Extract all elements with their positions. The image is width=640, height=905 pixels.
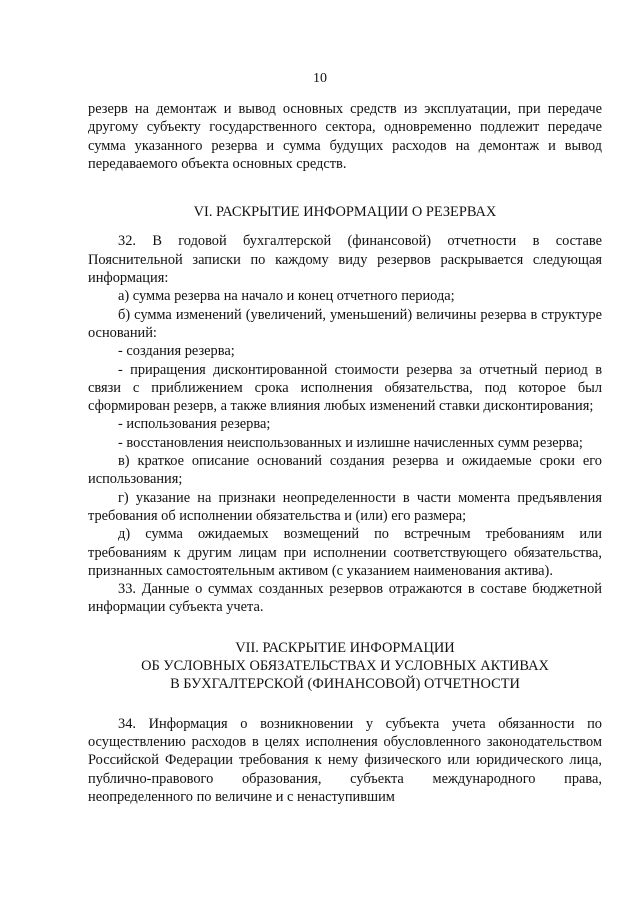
section-7-heading-line-1: VII. РАСКРЫТИЕ ИНФОРМАЦИИ — [235, 639, 455, 656]
list-item-g: г) указание на признаки неопределенности в части момента предъявления требования об исполнении обязательства и (или) его размера; — [88, 489, 602, 524]
paragraph-32: 32. В годовой бухгалтерской (финансовой) отчетности в составе Пояснительной записки по каждому виду резервов раскрывается следующая информация: — [88, 233, 602, 287]
list-subitem-usage: - использования резерва; — [118, 416, 271, 433]
list-item-d: д) сумма ожидаемых возмещений по встречным требованиям или требованиям к другим лицам при исполнении соответствующего обязательства, признанных самостоятельным активом (с указанием наименования актива). — [88, 526, 602, 579]
list-subitem-restoration: - восстановления неиспользованных и излишне начисленных сумм резерва; — [118, 434, 583, 451]
section-7-heading — [88, 639, 602, 694]
list-item-v: в) краткое описание оснований создания резерва и ожидаемые сроки его использования; — [88, 453, 602, 488]
section-6-heading: VI. РАСКРЫТИЕ ИНФОРМАЦИИ О РЕЗЕРВАХ — [193, 204, 497, 221]
list-subitem-increment: - приращения дисконтированной стоимости резерва за отчетный период в связи с приближением срока исполнения обязательства, под которое был сформирован резерв, а также влияния любых изменений ставки дисконтирования; — [88, 361, 602, 415]
list-subitem-creation: - создания резерва; — [118, 343, 235, 360]
section-7-heading-line-3: В БУХГАЛТЕРСКОЙ (ФИНАНСОВОЙ) ОТЧЕТНОСТИ — [170, 676, 520, 693]
list-item-a: а) сумма резерва на начало и конец отчетного периода; — [118, 288, 455, 305]
section-7-heading-line-2: ОБ УСЛОВНЫХ ОБЯЗАТЕЛЬСТВАХ И УСЛОВНЫХ АКТИВАХ — [141, 658, 549, 675]
paragraph-33: 33. Данные о суммах созданных резервов отражаются в составе бюджетной информации субъекта учета. — [88, 581, 602, 616]
list-item-b: б) сумма изменений (увеличений, уменьшений) величины резерва в структуре оснований: — [88, 306, 602, 341]
document-body — [88, 100, 602, 806]
page-number: 10 — [313, 71, 327, 86]
paragraph-34: 34. Информация о возникновении у субъекта учета обязанности по осуществлению расходов в целях исполнения обусловленного законодательством Российской Федерации требования к нему физического или юридического лица, публично-правового образования, субъекта международного права, неопределенного по величине и с ненаступившим — [88, 715, 602, 805]
intro-paragraph: резерв на демонтаж и вывод основных средств из эксплуатации, при передаче другому субъекту государственного сектора, одновременно подлежит передаче сумма указанного резерва и сумма будущих расходов на демонтаж и вывод передаваемого объекта основных средств. — [88, 101, 602, 172]
